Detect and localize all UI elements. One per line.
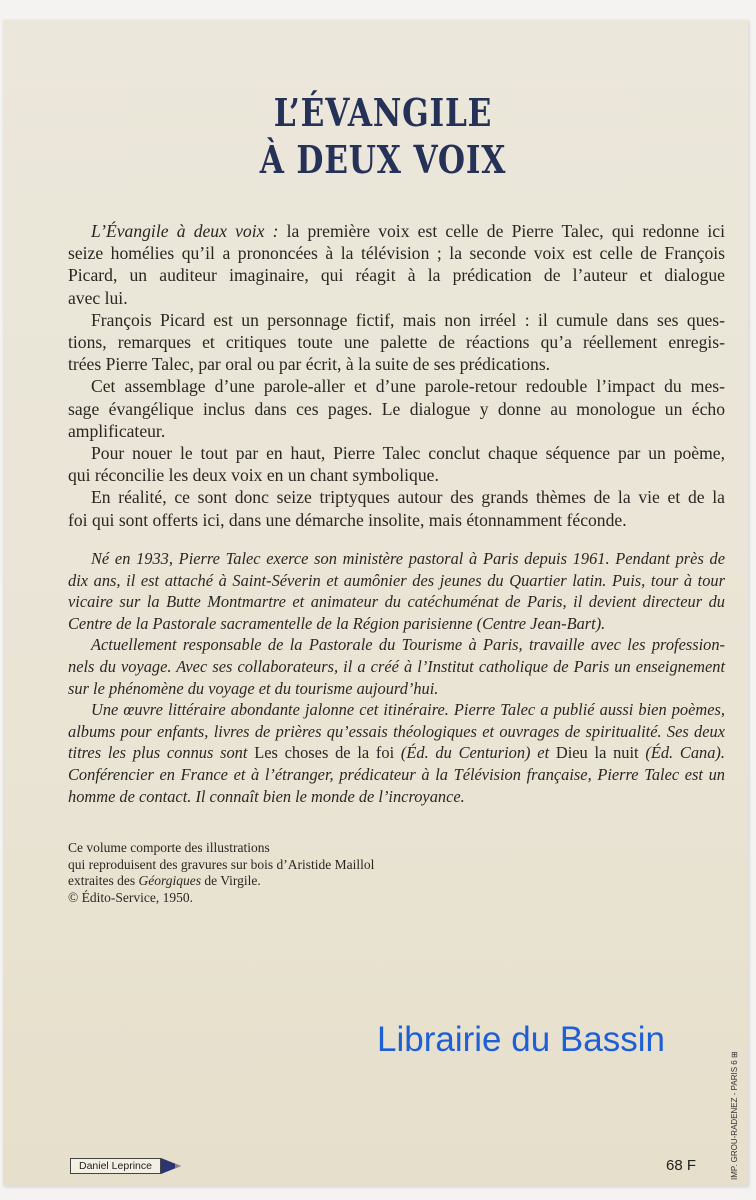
credit-line: qui reproduisent des gravures sur bois d’Aristide Maillol (68, 856, 375, 872)
text: titres les plus connus sont (68, 743, 255, 763)
text: (Éd. Cana). (638, 743, 725, 763)
price: 68 F (666, 1157, 697, 1174)
text: extraites des (68, 873, 139, 888)
text: (Éd. du Centurion) (394, 743, 538, 763)
bio-line: nels du voyage. Avec ses collaborateurs, il a créé à l’Institut catholique de Paris un enseignement (68, 656, 725, 676)
bio-line: Centre de la Pastorale sacramentelle de la Région parisienne (Centre Jean-Bart). (68, 613, 606, 633)
text-line: trées Pierre Talec, par oral ou par écrit, à la suite de ses prédications. (68, 354, 551, 375)
title-line-1: L’ÉVANGILE (273, 90, 493, 135)
text-line: qui réconcilie les deux voix en un chant symbolique. (68, 465, 439, 486)
text-line: Pour nouer le tout par en haut, Pierre Talec conclut chaque séquence par un poème, (91, 443, 725, 464)
italic-title: L’Évangile à deux voix : (91, 221, 279, 241)
text-line: Cet assemblage d’une parole-aller et d’une parole-retour redouble l’impact du mes- (91, 376, 725, 397)
book-title: Les choses de la foi (254, 743, 395, 763)
pencil-tip-icon (161, 1158, 183, 1174)
designer-name: Daniel Leprince (70, 1158, 161, 1174)
bio-line-titles (68, 742, 725, 764)
text-line: tions, remarques et critiques toute une palette de réactions qu’a réellement enregis- (68, 332, 725, 353)
presentation-text (68, 220, 725, 531)
text-line: En réalité, ce sont donc seize triptyques autour des grands thèmes de la vie et de la (91, 487, 725, 508)
illustration-credits (68, 840, 374, 906)
bio-line: Actuellement responsable de la Pastorale du Tourisme à Paris, travaille avec les profession- (91, 635, 725, 655)
text-line: amplificateur. (68, 420, 166, 441)
text: de Virgile. (200, 873, 261, 888)
bio-line: dix ans, il est attaché à Saint-Séverin et aumônier des jeunes du Quartier latin. Puis, tour à tour (68, 570, 725, 590)
bio-line: homme de contact. Il connaît bien le monde de l’incroyance. (68, 786, 465, 806)
text-line: Picard, un auditeur imaginaire, qui réagit à la prédication de l’auteur et dialogue (68, 265, 725, 286)
book-back-cover (3, 20, 748, 1186)
text-line: avec lui. (68, 287, 128, 308)
text: la première voix est celle de Pierre Talec, qui redonne ici (278, 221, 725, 241)
text-line: sage évangélique inclus dans ces pages. Le dialogue y donne au monologue un écho (68, 398, 725, 419)
text-line: foi qui sont offerts ici, dans une démarche insolite, mais étonnamment féconde. (68, 509, 627, 530)
credit-line: © Édito-Service, 1950. (68, 889, 193, 905)
bio-line: Né en 1933, Pierre Talec exerce son ministère pastoral à Paris depuis 1961. Pendant près de (91, 549, 725, 568)
printer-imprint: IMP. GROU-RADENEZ - PARIS 6 ⊞ (730, 1051, 739, 1180)
bio-line: vicaire sur la Butte Montmartre et animateur du catéchuménat de Paris, il devient directeur du (68, 592, 725, 612)
book-title: Dieu la nuit (555, 743, 639, 763)
bio-line: albums pour enfants, livres de prières qu’essais théologiques et ouvrages de spiritualité. Ses deux (68, 721, 725, 741)
author-biography (68, 548, 725, 807)
designer-pencil-label (70, 1157, 183, 1175)
text: et (537, 743, 556, 763)
bio-line: Conférencier en France et à l’étranger, prédicateur à la Télévision française, Pierre Talec est un (68, 764, 725, 784)
title-line-2: À DEUX VOIX (259, 137, 507, 182)
credit-line (68, 873, 374, 890)
text-line (68, 220, 725, 242)
bio-line: Une œuvre littéraire abondante jalonne cet itinéraire. Pierre Talec a publié aussi bien poèmes, (91, 700, 725, 720)
text-line: François Picard est un personnage fictif, mais non irréel : il cumule dans ses ques- (91, 309, 725, 330)
credit-line: Ce volume comporte des illustrations (68, 840, 270, 855)
work-title: Géorgiques (138, 873, 201, 888)
bookshop-watermark: Librairie du Bassin (377, 1020, 665, 1059)
text-line: seize homélies qu’il a prononcées à la télévision ; la seconde voix est celle de François (68, 243, 725, 264)
bio-line: sur le phénomène du voyage et du tourisme aujourd’hui. (68, 678, 439, 698)
